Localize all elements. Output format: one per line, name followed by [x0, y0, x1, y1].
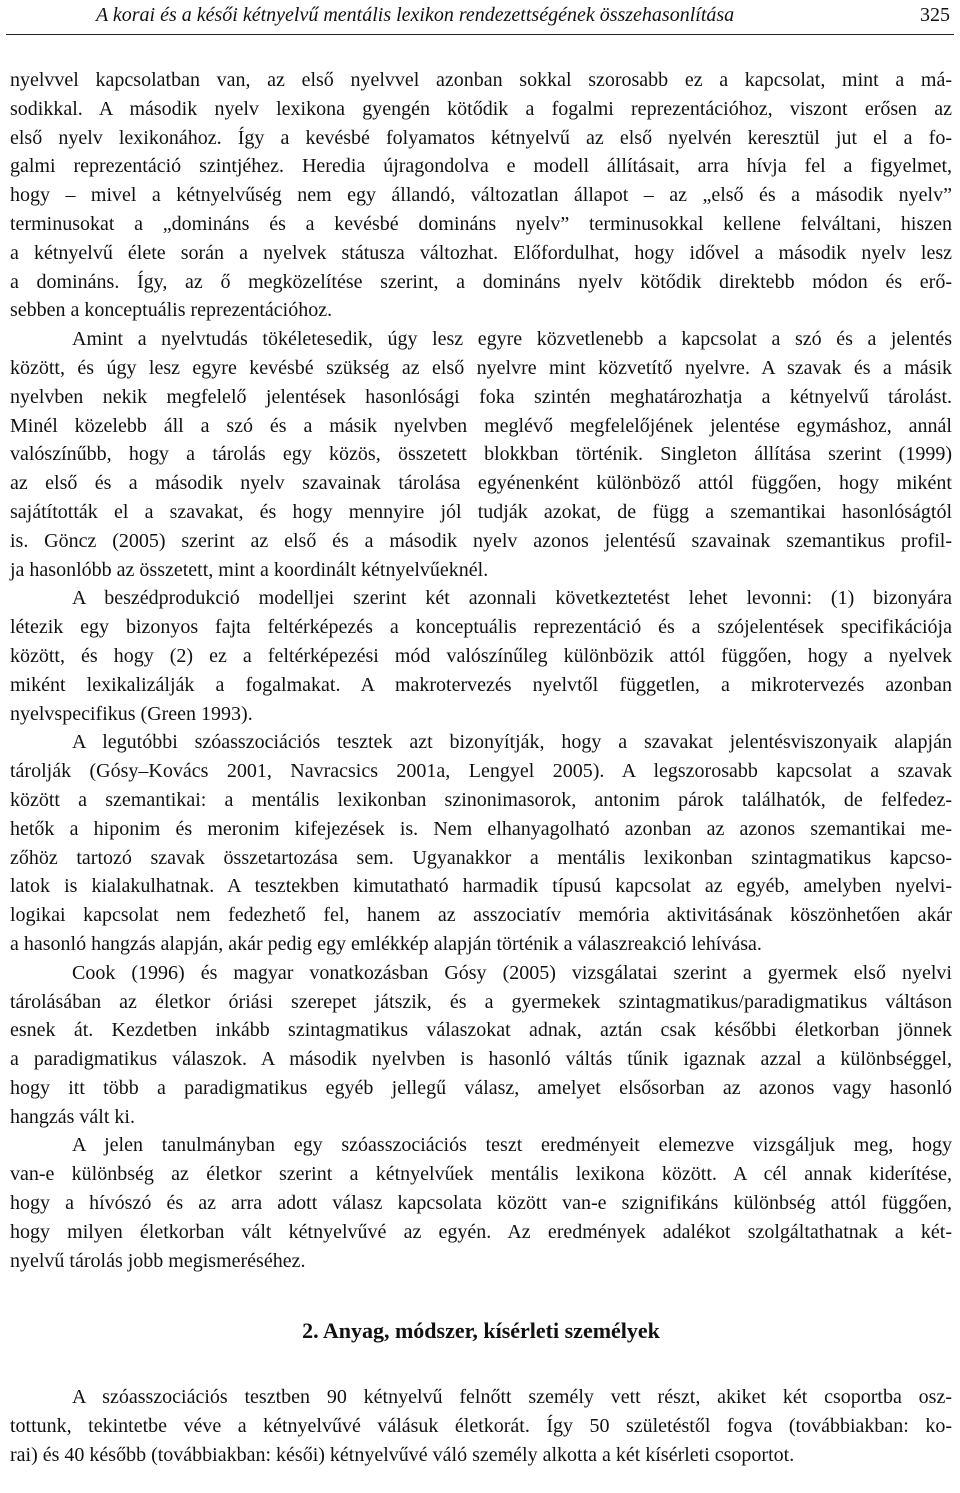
article-body	[10, 66, 952, 1470]
text-line: hogy milyen életkorban vált kétnyelvűvé az egyén. Az eredmények adalékot szolgáltathatnak a két-	[10, 1220, 952, 1243]
text-line: is. Göncz (2005) szerint az első és a második nyelv azonos jelentésű szavainak szemantikus profil-	[10, 529, 952, 552]
paragraph	[10, 584, 952, 728]
page-number: 325	[920, 4, 950, 26]
running-header	[0, 0, 960, 40]
paragraph	[10, 1131, 952, 1275]
text-line: latok is kialakulhatnak. A tesztekben kimutatható harmadik típusú kapcsolat az egyéb, amelyben nyelvi-	[10, 875, 952, 898]
text-line: nyelvvel kapcsolatban van, az első nyelvvel azonban sokkal szorosabb ez a kapcsolat, mint a má-	[10, 69, 952, 91]
paragraph	[10, 325, 952, 584]
text-line: a domináns. Így, az ő megközelítése szerint, a domináns nyelv kötődik direktebb módon és erő-	[10, 270, 952, 293]
paragraph	[10, 1383, 952, 1469]
text-line: nyelvben nekik megfelelő jelentések hasonlósági foka szintén meghatározhatja a kétnyelvű tárolást.	[10, 385, 952, 408]
text-line: a hasonló hangzás alapján, akár pedig egy emlékkép alapján történik a válaszreakció lehívása.	[10, 932, 762, 955]
text-line: hangzás vált ki.	[10, 1105, 135, 1128]
text-line: A legutóbbi szóasszociációs tesztek azt bizonyítják, hogy a szavakat jelentésviszonyaik alapján	[72, 731, 952, 754]
text-line: hogy a hívószó és az arra adott válasz kapcsolata között van-e szignifikáns különbség attól függően,	[10, 1192, 952, 1215]
text-line: Amint a nyelvtudás tökéletesedik, úgy lesz egyre közvetlenebb a kapcsolat a szó és a jelentés	[72, 328, 952, 351]
text-line: sajátították el a szavakat, és hogy mennyire jól tudják azokat, de függ a szemantikai hasonlóságtól	[10, 500, 952, 523]
header-divider	[6, 34, 954, 35]
text-line: nyelvű tárolás jobb megismeréséhez.	[10, 1249, 306, 1272]
text-line: az első és a második nyelv szavainak tárolása egyénenként különböző attól függően, hogy miként	[10, 472, 952, 495]
text-line: A beszédprodukció modelljei szerint két azonnali következtetést lehet levonni: (1) bizonyára	[72, 587, 952, 610]
text-line: valószínűbb, hogy a tárolás egy közös, összetett blokkban történik. Singleton állítása szerint (1999)	[10, 443, 952, 466]
text-line: A szóasszociációs tesztben 90 kétnyelvű felnőtt személy vett részt, akiket két csoportba osz-	[72, 1386, 952, 1409]
text-line: nyelvspecifikus (Green 1993).	[10, 702, 253, 725]
text-line: között, és hogy (2) ez a feltérképezési mód valószínűleg különbözik attól függően, hogy a nyelvek	[10, 644, 952, 667]
text-line: zőhöz tartozó szavak összetartozása sem. Ugyanakkor a mentális lexikonban szintagmatikus kapcso-	[10, 846, 952, 869]
text-line: hogy itt több a paradigmatikus egyéb jellegű válasz, amelyet elsősorban az azonos vagy hasonló	[10, 1076, 952, 1099]
text-line: sodikkal. A második nyelv lexikona gyengén kötődik a fogalmi reprezentációhoz, viszont erősen az	[10, 97, 952, 120]
text-line: a paradigmatikus válaszok. A második nyelvben is hasonló váltás tűnik igaznak azzal a különbséggel,	[10, 1048, 952, 1071]
text-line: galmi reprezentáció szintjéhez. Heredia újragondolva e modell állításait, arra hívja fel a figyelmet,	[10, 155, 952, 178]
text-line: rai) és 40 később (továbbiakban: késői) kétnyelvűvé váló személy alkotta a két kísérleti csoportot.	[10, 1444, 795, 1467]
text-line: miként lexikalizálják a fogalmakat. A makrotervezés nyelvtől független, a mikrotervezés azonban	[10, 673, 952, 696]
text-line: esnek át. Kezdetben inkább szintagmatikus válaszokat adnak, aztán csak későbbi életkorban jönnek	[10, 1019, 952, 1042]
section-paragraph	[10, 1383, 952, 1469]
paragraph	[10, 959, 952, 1132]
running-title: A korai és a késői kétnyelvű mentális lexikon rendezettségének összehasonlítása	[96, 4, 735, 26]
text-line: Minél közelebb áll a szó és a másik nyelvben meglévő megfelelőjének jelentése egymáshoz, annál	[10, 414, 952, 437]
text-line: logikai kapcsolat nem fedezhető fel, hanem az asszociatív memória aktivitásának köszönhetően akár	[10, 904, 952, 927]
text-line: terminusokat a „domináns és a kevésbé domináns nyelv” terminusokkal kellene felváltani, hiszen	[10, 212, 952, 235]
text-line: létezik egy bizonyos fajta feltérképezés a konceptuális reprezentáció és a szójelentések specifikációja	[10, 616, 952, 639]
text-line: hetők a hiponim és meronim kifejezések is. Nem elhanyagolható azonban az azonos szemantikai me-	[10, 817, 952, 840]
text-line: A jelen tanulmányban egy szóasszociációs teszt eredményeit elemezve vizsgáljuk meg, hogy	[72, 1134, 952, 1157]
paragraph	[10, 66, 952, 325]
text-line: között a szemantikai: a mentális lexikonban szinonimasorok, antonim párok találhatók, de felfedez-	[10, 788, 952, 811]
text-line: sebben a konceptuális reprezentációhoz.	[10, 299, 333, 322]
paragraph-list	[10, 66, 952, 1275]
text-line: Cook (1996) és magyar vonatkozásban Gósy (2005) vizsgálatai szerint a gyermek első nyelvi	[72, 961, 952, 984]
section-heading: 2. Anyag, módszer, kísérleti személyek	[302, 1318, 660, 1344]
text-line: tottunk, tekintetbe véve a kétnyelvűvé válásuk életkorát. Így 50 születéstől fogva (továbbiakban: ko-	[10, 1415, 952, 1438]
text-line: ja hasonlóbb az összetett, mint a koordinált kétnyelvűeknél.	[10, 558, 489, 581]
text-line: első nyelv lexikonához. Így a kevésbé folyamatos kétnyelvű az első nyelvén keresztül jut el a fo-	[10, 126, 952, 149]
text-line: tárolásában az életkor óriási szerepet játszik, és a gyermekek szintagmatikus/paradigmatikus váltáson	[10, 990, 952, 1013]
text-line: tárolják (Gósy–Kovács 2001, Navracsics 2001a, Lengyel 2005). A legszorosabb kapcsolat a szavak	[10, 760, 952, 783]
paragraph	[10, 728, 952, 958]
text-line: a kétnyelvű élete során a nyelvek státusza változhat. Előfordulhat, hogy idővel a második nyelv lesz	[10, 241, 952, 264]
text-line: hogy – mivel a kétnyelvűség nem egy állandó, változatlan állapot – az „első és a második nyelv”	[10, 184, 952, 207]
text-line: van-e különbség az életkor szerint a kétnyelvűek mentális lexikona között. A cél annak kiderítése,	[10, 1163, 952, 1186]
text-line: között, és úgy lesz egyre kevésbé szükség az első nyelvre mint közvetítő nyelvre. A szavak és a másik	[10, 356, 952, 379]
